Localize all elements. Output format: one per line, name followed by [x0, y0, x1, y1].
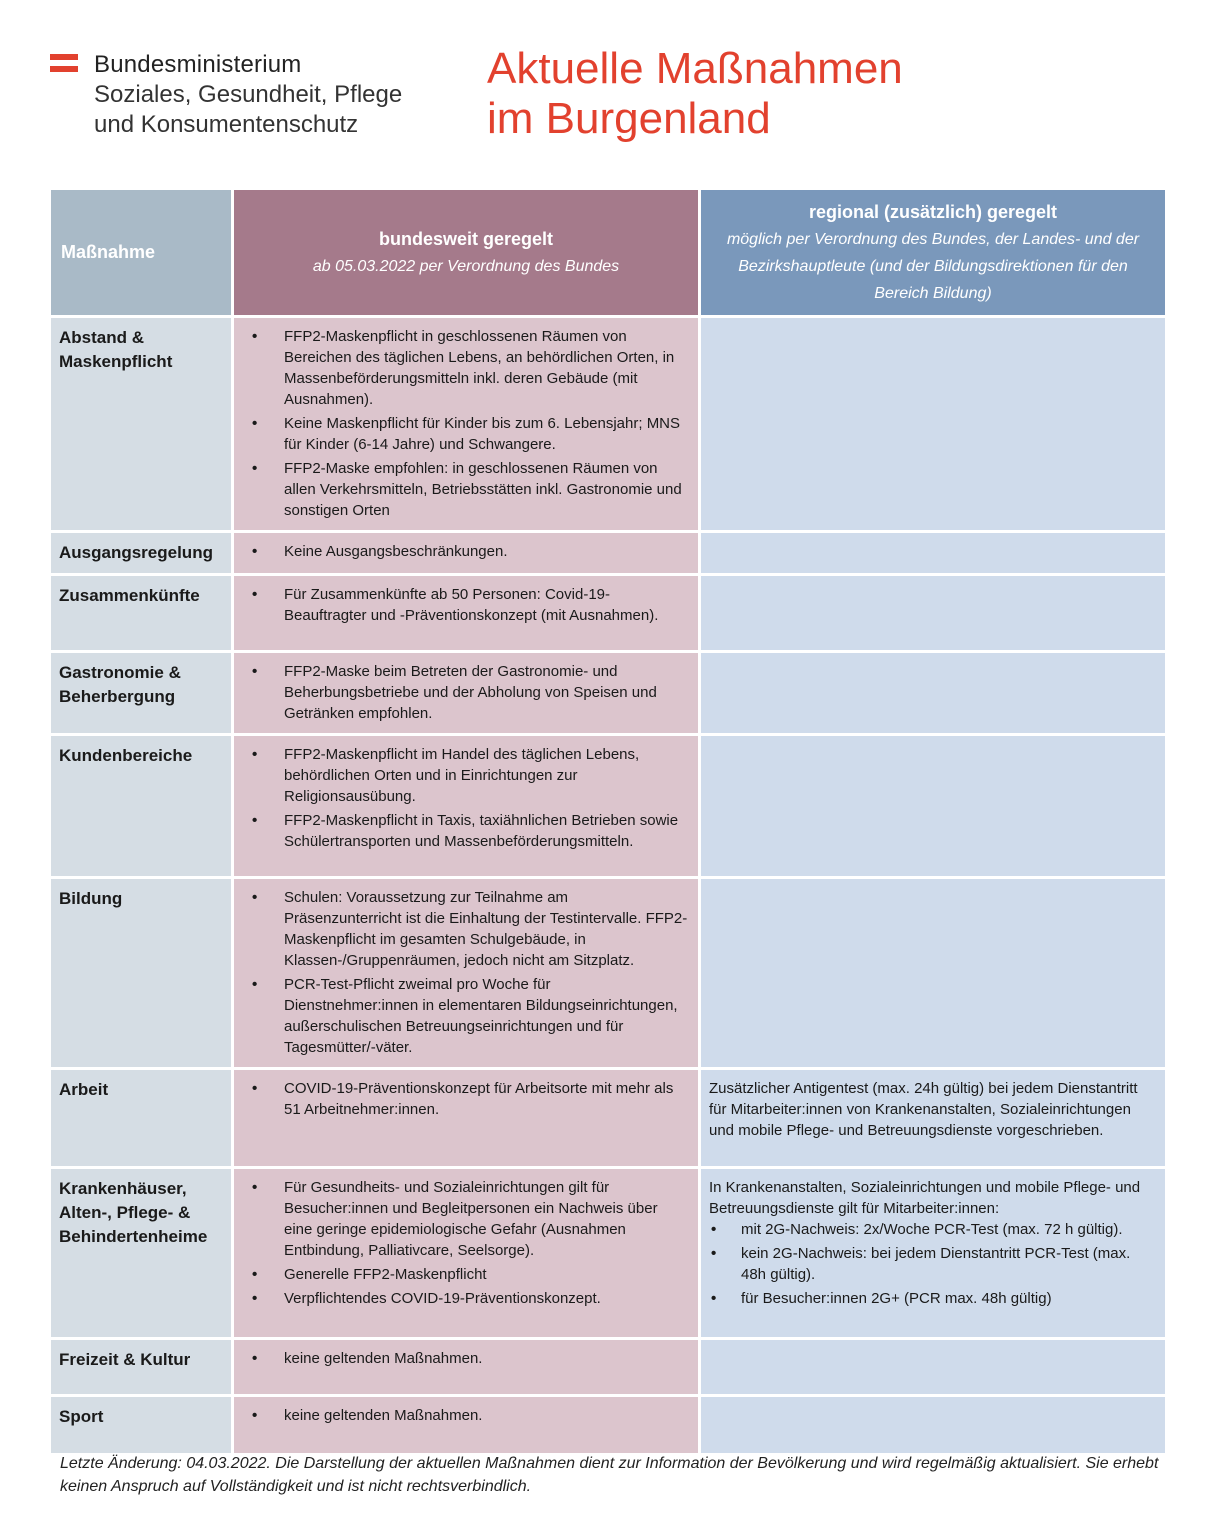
federal-cell-sport	[234, 1397, 698, 1453]
measures-table	[48, 187, 1168, 1456]
list-item: • für Besucher:innen 2G+ (PCR max. 48h gültig)	[709, 1288, 1157, 1309]
list-item: • FFP2-Maske empfohlen: in geschlossenen Räumen von allen Verkehrsmitteln, Betriebsstätten inkl. Gastronomie und sonstigen Orten	[244, 458, 688, 521]
ministry-line-3: und Konsumentenschutz	[94, 111, 359, 138]
table-row	[51, 576, 1165, 650]
table-row	[51, 1340, 1165, 1394]
row-label-abstand: Abstand & Maskenpflicht	[51, 318, 231, 530]
header-regional-title: regional (zusätzlich) geregelt	[808, 202, 1058, 222]
row-label-kranken: Krankenhäuser, Alten-, Pflege- & Behindertenheime	[51, 1169, 231, 1337]
ministry-line-2: Soziales, Gesundheit, Pflege	[94, 81, 403, 108]
table-row	[51, 318, 1165, 530]
row-label-ausgang: Ausgangsregelung	[51, 533, 231, 573]
regional-cell-freizeit	[701, 1340, 1165, 1394]
header-regional-subtitle: möglich per Verordnung des Bundes, der Landes- und der Bezirkshauptleute (und der Bildungsdirektionen für den Bereich Bildung)	[726, 231, 1140, 302]
title-line-2: im Burgenland	[487, 94, 771, 143]
list-item: • Generelle FFP2-Maskenpflicht	[244, 1264, 688, 1285]
row-label-arbeit: Arbeit	[51, 1070, 231, 1166]
page-header	[0, 0, 1231, 180]
row-label-sport: Sport	[51, 1397, 231, 1453]
list-item: • PCR-Test-Pflicht zweimal pro Woche für Dienstnehmer:innen in elementaren Bildungseinrichtungen, außerschulischen Betreuungseinrichtungen und für Tagesmütter/-väter.	[244, 974, 688, 1058]
federal-cell-arbeit	[234, 1070, 698, 1166]
table-row	[51, 653, 1165, 733]
table-row	[51, 1397, 1165, 1453]
regional-cell-ausgang	[701, 533, 1165, 573]
regional-cell-bildung	[701, 879, 1165, 1067]
footer-note: Letzte Änderung: 04.03.2022. Die Darstellung der aktuellen Maßnahmen dient zur Information der Bevölkerung und wird regelmäßig aktualisiert. Sie erhebt keinen Anspruch auf Vollständigkeit und ist nicht rechtsverbindlich.	[60, 1455, 1159, 1495]
table-row	[51, 879, 1165, 1067]
regional-cell-zusammen	[701, 576, 1165, 650]
list-item: • Schulen: Voraussetzung zur Teilnahme am Präsenzunterricht ist die Einhaltung der Testintervalle. FFP2-Maskenpflicht im gesamten Schulgebäude, in Klassen-/Gruppenräumen, jedoch nicht am Sitzplatz.	[244, 887, 688, 971]
federal-cell-kunden	[234, 736, 698, 876]
federal-cell-zusammen	[234, 576, 698, 650]
header-federal-subtitle: ab 05.03.2022 per Verordnung des Bundes	[312, 258, 620, 275]
federal-cell-abstand	[234, 318, 698, 530]
table-row	[51, 1070, 1165, 1166]
header-measure: Maßnahme	[51, 190, 231, 315]
federal-cell-bildung	[234, 879, 698, 1067]
list-item: • COVID-19-Präventionskonzept für Arbeitsorte mit mehr als 51 Arbeitnehmer:innen.	[244, 1078, 688, 1120]
header-federal-title: bundesweit geregelt	[378, 229, 554, 249]
list-item: • Keine Ausgangsbeschränkungen.	[244, 541, 688, 562]
federal-cell-freizeit	[234, 1340, 698, 1394]
regional-cell-gastro	[701, 653, 1165, 733]
list-item: • keine geltenden Maßnahmen.	[244, 1348, 688, 1369]
row-label-freizeit: Freizeit & Kultur	[51, 1340, 231, 1394]
regional-cell-kunden	[701, 736, 1165, 876]
title-line-1: Aktuelle Maßnahmen	[487, 44, 903, 93]
row-label-bildung: Bildung	[51, 879, 231, 1067]
austria-flag-icon	[50, 54, 78, 72]
table-row	[51, 736, 1165, 876]
federal-cell-ausgang	[234, 533, 698, 573]
list-item: • Verpflichtendes COVID-19-Präventionskonzept.	[244, 1288, 688, 1309]
list-item: • mit 2G-Nachweis: 2x/Woche PCR-Test (max. 72 h gültig).	[709, 1219, 1157, 1240]
regional-cell-sport	[701, 1397, 1165, 1453]
list-item: • Für Zusammenkünfte ab 50 Personen: Covid-19-Beauftragter und -Präventionskonzept (mit Ausnahmen).	[244, 584, 688, 626]
regional-cell-arbeit: Zusätzlicher Antigentest (max. 24h gültig) bei jedem Dienstantritt für Mitarbeiter:innen von Krankenanstalten, Sozialeinrichtungen und mobile Pflege- und Betreuungsdienste vorgeschrieben.	[701, 1070, 1165, 1166]
list-item: • FFP2-Maskenpflicht in Taxis, taxiähnlichen Betrieben sowie Schülertransporten und Massenbeförderungsmitteln.	[244, 810, 688, 852]
ministry-line-1: Bundesministerium	[94, 51, 302, 78]
list-item: • keine geltenden Maßnahmen.	[244, 1405, 688, 1426]
list-item: • FFP2-Maske beim Betreten der Gastronomie- und Beherbungsbetriebe und der Abholung von Speisen und Getränken empfohlen.	[244, 661, 688, 724]
regional-cell-kranken	[701, 1169, 1165, 1337]
list-item: • FFP2-Maskenpflicht im Handel des täglichen Lebens, behördlichen Orten und in Einrichtungen zur Religionsausübung.	[244, 744, 688, 807]
list-item: • Keine Maskenpflicht für Kinder bis zum 6. Lebensjahr; MNS für Kinder (6-14 Jahre) und Schwangere.	[244, 413, 688, 455]
regional-cell-abstand	[701, 318, 1165, 530]
list-item: • kein 2G-Nachweis: bei jedem Dienstantritt PCR-Test (max. 48h gültig).	[709, 1243, 1157, 1285]
regional-intro-text: In Krankenanstalten, Sozialeinrichtungen und mobile Pflege- und Betreuungsdienste gilt für Mitarbeiter:innen:	[709, 1179, 1141, 1217]
federal-cell-gastro	[234, 653, 698, 733]
ministry-logo-text	[94, 50, 402, 140]
list-item: • FFP2-Maskenpflicht in geschlossenen Räumen von Bereichen des täglichen Lebens, an behördlichen Orten, in Massenbeförderungsmitteln inkl. deren Gebäude (mit Ausnahmen).	[244, 326, 688, 410]
row-label-gastro: Gastronomie & Beherbergung	[51, 653, 231, 733]
table-row	[51, 1169, 1165, 1337]
table-header-row	[51, 190, 1165, 315]
federal-cell-kranken	[234, 1169, 698, 1337]
list-item: • Für Gesundheits- und Sozialeinrichtungen gilt für Besucher:innen und Begleitpersonen ein Nachweis über eine geringe epidemiologische Gefahr (Ausnahmen Entbindung, Palliativcare, Seelsorge).	[244, 1177, 688, 1261]
header-regional	[701, 190, 1165, 315]
header-federal	[234, 190, 698, 315]
page-title	[487, 44, 903, 144]
row-label-kunden: Kundenbereiche	[51, 736, 231, 876]
table-row	[51, 533, 1165, 573]
row-label-zusammen: Zusammenkünfte	[51, 576, 231, 650]
